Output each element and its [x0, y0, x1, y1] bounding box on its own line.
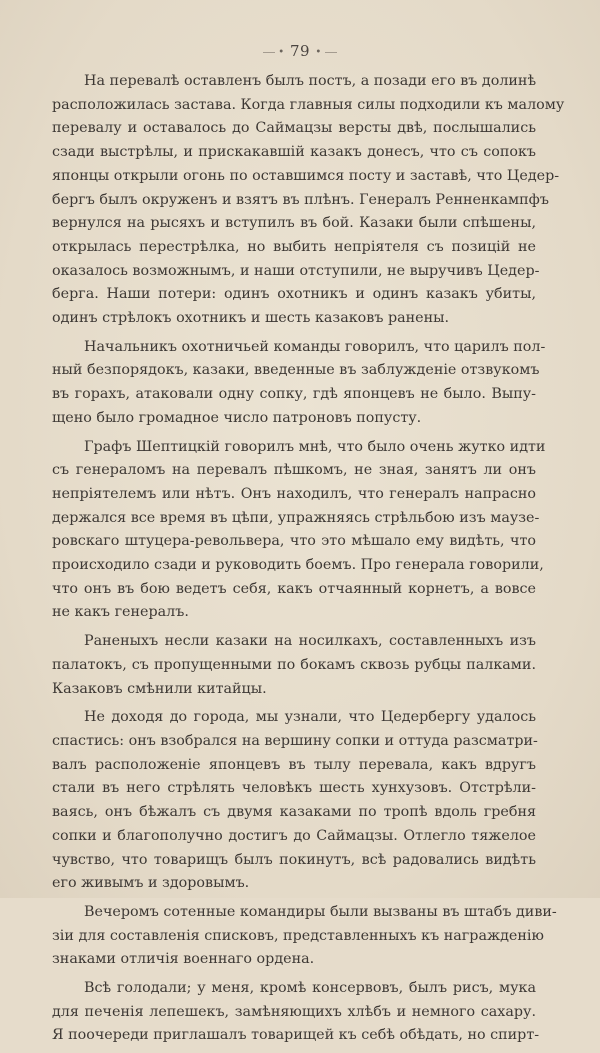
ornament-rule-right	[325, 52, 337, 53]
text-line: перевалу и оставалось до Саймацзы версты двѣ, послышались	[52, 120, 536, 137]
text-line: знаками отличія военнаго ордена.	[52, 951, 315, 968]
text-line: непріятелемъ или нѣтъ. Онъ находилъ, что генералъ напрасно	[52, 485, 536, 502]
text-line: сзади выстрѣлы, и прискакавшій казакъ донесъ, что съ сопокъ	[52, 144, 536, 161]
text-line: спастись: онъ взобрался на вершину сопки и оттуда разсматри-	[52, 732, 538, 749]
text-line: Графъ Шептицкій говорилъ мнѣ, что было очень жутко идти	[84, 438, 546, 455]
text-line: стали въ него стрѣлять человѣкъ шесть хунхузовъ. Отстрѣли-	[52, 780, 536, 797]
text-line: Всѣ голодали; у меня, кромѣ консервовъ, былъ рисъ, мука	[84, 980, 536, 997]
paragraph	[52, 630, 536, 701]
text-line: что онъ въ бою ведетъ себя, какъ отчаянный корнетъ, а вовсе	[52, 580, 536, 597]
text-line: ваясь, онъ бѣжалъ съ двумя казаками по тропѣ вдоль гребня	[52, 804, 536, 821]
page-header	[0, 42, 600, 60]
paragraph	[52, 706, 536, 896]
paragraph	[52, 70, 565, 331]
text-line: Я поочереди приглашалъ товарищей къ себѣ обѣдать, но спирт-	[52, 1027, 540, 1044]
paragraph	[52, 901, 557, 972]
text-line: въ горахъ, атаковали одну сопку, гдѣ японцевъ не было. Выпу-	[52, 386, 536, 403]
ornament-dot-right: •	[315, 46, 322, 58]
text-line: съ генераломъ на перевалъ пѣшкомъ, не зная, занятъ ли онъ	[52, 462, 536, 479]
body-text	[52, 70, 565, 1053]
text-line: для печенія лепешекъ, замѣняющихъ хлѣбъ и немного сахару.	[52, 1003, 536, 1020]
page-number: 79	[289, 42, 311, 60]
text-line: Казаковъ смѣнили китайцы.	[52, 680, 267, 697]
text-line: Раненыхъ несли казаки на носилкахъ, составленныхъ изъ	[84, 633, 536, 650]
text-line: оказалось возможнымъ, и наши отступили, не выручивъ Цедер-	[52, 262, 540, 279]
text-line: Начальникъ охотничьей команды говорилъ, что царилъ пол-	[84, 338, 546, 355]
text-line: его живымъ и здоровымъ.	[52, 875, 250, 892]
ornament-dot-left: •	[278, 46, 285, 58]
text-line: На перевалѣ оставленъ былъ постъ, а позади его въ долинѣ	[84, 73, 537, 89]
paragraph	[52, 436, 546, 626]
text-line: Вечеромъ сотенные командиры были вызваны въ штабъ диви-	[84, 903, 557, 920]
paragraph	[52, 336, 546, 431]
text-line: не какъ генералъ.	[52, 604, 189, 621]
text-line: ровскаго штуцера-револьвера, что это мѣшало ему видѣть, что	[52, 533, 536, 550]
text-line: Не доходя до города, мы узнали, что Цедербергу удалось	[84, 709, 536, 726]
text-line: палатокъ, съ пропущенными по бокамъ сквозь рубцы палками.	[52, 656, 536, 673]
text-line: открылась перестрѣлка, но выбить непріятеля съ позицій не	[52, 238, 536, 255]
text-line: зіи для составленія списковъ, представленныхъ къ награжденію	[52, 927, 544, 944]
text-line: расположилась застава. Когда главныя силы подходили къ малому	[52, 96, 565, 113]
text-line: бергъ былъ окруженъ и взятъ въ плѣнъ. Генералъ Ренненкампфъ	[52, 191, 549, 208]
text-line: происходило сзади и руководить боемъ. Про генерала говорили,	[52, 557, 544, 574]
paragraph	[52, 977, 540, 1048]
ornament-rule-left	[263, 52, 275, 53]
text-line: японцы открыли огонь по оставшимся посту и заставѣ, что Цедер-	[52, 167, 560, 184]
text-line: щено было громадное число патроновъ попусту.	[52, 409, 422, 426]
text-line: берга. Наши потери: одинъ охотникъ и одинъ казакъ убиты,	[52, 286, 536, 303]
text-line: сопки и благополучно достигъ до Саймацзы. Отлегло тяжелое	[52, 827, 536, 844]
text-line: валъ расположеніе японцевъ въ тылу перевала, какъ вдругъ	[52, 756, 536, 773]
text-line: одинъ стрѣлокъ охотникъ и шесть казаковъ ранены.	[52, 310, 450, 327]
text-line: вернулся на рысяхъ и вступилъ въ бой. Казаки были спѣшены,	[52, 215, 536, 232]
text-line: держался все время въ цѣпи, упражняясь стрѣльбою изъ маузе-	[52, 509, 540, 526]
text-line: чувство, что товарищъ былъ покинутъ, всѣ радовались видѣть	[52, 851, 536, 868]
text-line: ный безпорядокъ, казаки, введенные въ заблужденіе отзвукомъ	[52, 362, 540, 379]
